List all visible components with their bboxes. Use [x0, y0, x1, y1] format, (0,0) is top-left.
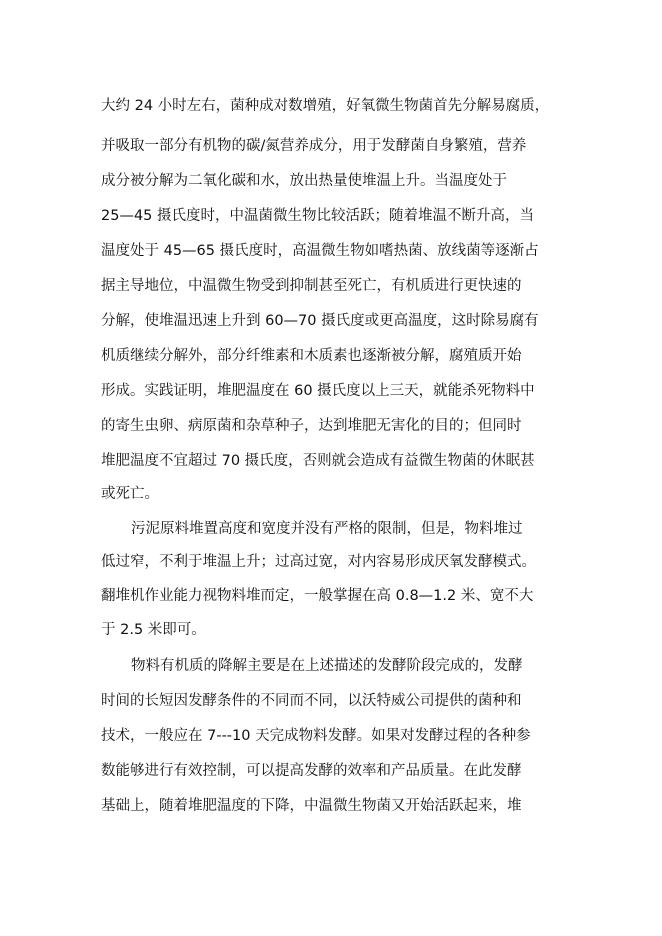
text-line: 堆肥温度不宜超过 70 摄氏度，否则就会造成有益微生物菌的休眠甚	[101, 453, 535, 469]
text-line: 技术，一般应在 7---10 天完成物料发酵。如果对发酵过程的各种参	[101, 728, 531, 744]
text-line: 并吸取一部分有机物的碳/氮营养成分，用于发酵菌自身繁殖，营养	[101, 138, 527, 154]
text-line: 形成。实践证明，堆肥温度在 60 摄氏度以上三天，就能杀死物料中	[101, 383, 535, 399]
text-line: 数能够进行有效控制，可以提高发酵的效率和产品质量。在此发酵	[101, 763, 522, 779]
paragraph-start-line: 污泥原料堆置高度和宽度并没有严格的限制，但是，物料堆过	[131, 521, 523, 537]
text-line: 的寄生虫卵、病原菌和杂草种子，达到堆肥无害化的目的；但同时	[101, 418, 522, 434]
text-line: 低过窄，不利于堆温上升；过高过宽，对内容易形成厌氧发酵模式。	[101, 554, 536, 570]
paragraph-start-line: 物料有机质的降解主要是在上述描述的发酵阶段完成的，发酵	[131, 658, 523, 674]
text-line: 于 2.5 米即可。	[101, 622, 206, 638]
text-line: 翻堆机作业能力视物料堆而定，一般掌握在高 0.8—1.2 米、宽不大	[101, 588, 534, 604]
text-line: 温度处于 45—65 摄氏度时，高温微生物如嗜热菌、放线菌等逐渐占	[101, 243, 539, 259]
text-line: 时间的长短因发酵条件的不同而不同，以沃特威公司提供的菌种和	[101, 693, 522, 709]
text-line: 大约 24 小时左右，菌种成对数增殖，好氧微生物菌首先分解易腐质，	[101, 98, 550, 114]
text-line: 基础上，随着堆肥温度的下降，中温微生物菌又开始活跃起来，堆	[101, 798, 522, 814]
text-line: 据主导地位，中温微生物受到抑制甚至死亡，有机质进行更快速的	[101, 278, 522, 294]
text-line: 25—45 摄氏度时，中温菌微生物比较活跃；随着堆温不断升高，当	[101, 208, 535, 224]
text-line: 分解，使堆温迅速上升到 60—70 摄氏度或更高温度，这时除易腐有	[101, 313, 539, 329]
text-line: 机质继续分解外，部分纤维素和木质素也逐渐被分解，腐殖质开始	[101, 348, 522, 364]
text-line: 成分被分解为二氧化碳和水，放出热量使堆温上升。当温度处于	[101, 173, 507, 189]
text-line: 或死亡。	[101, 486, 159, 502]
